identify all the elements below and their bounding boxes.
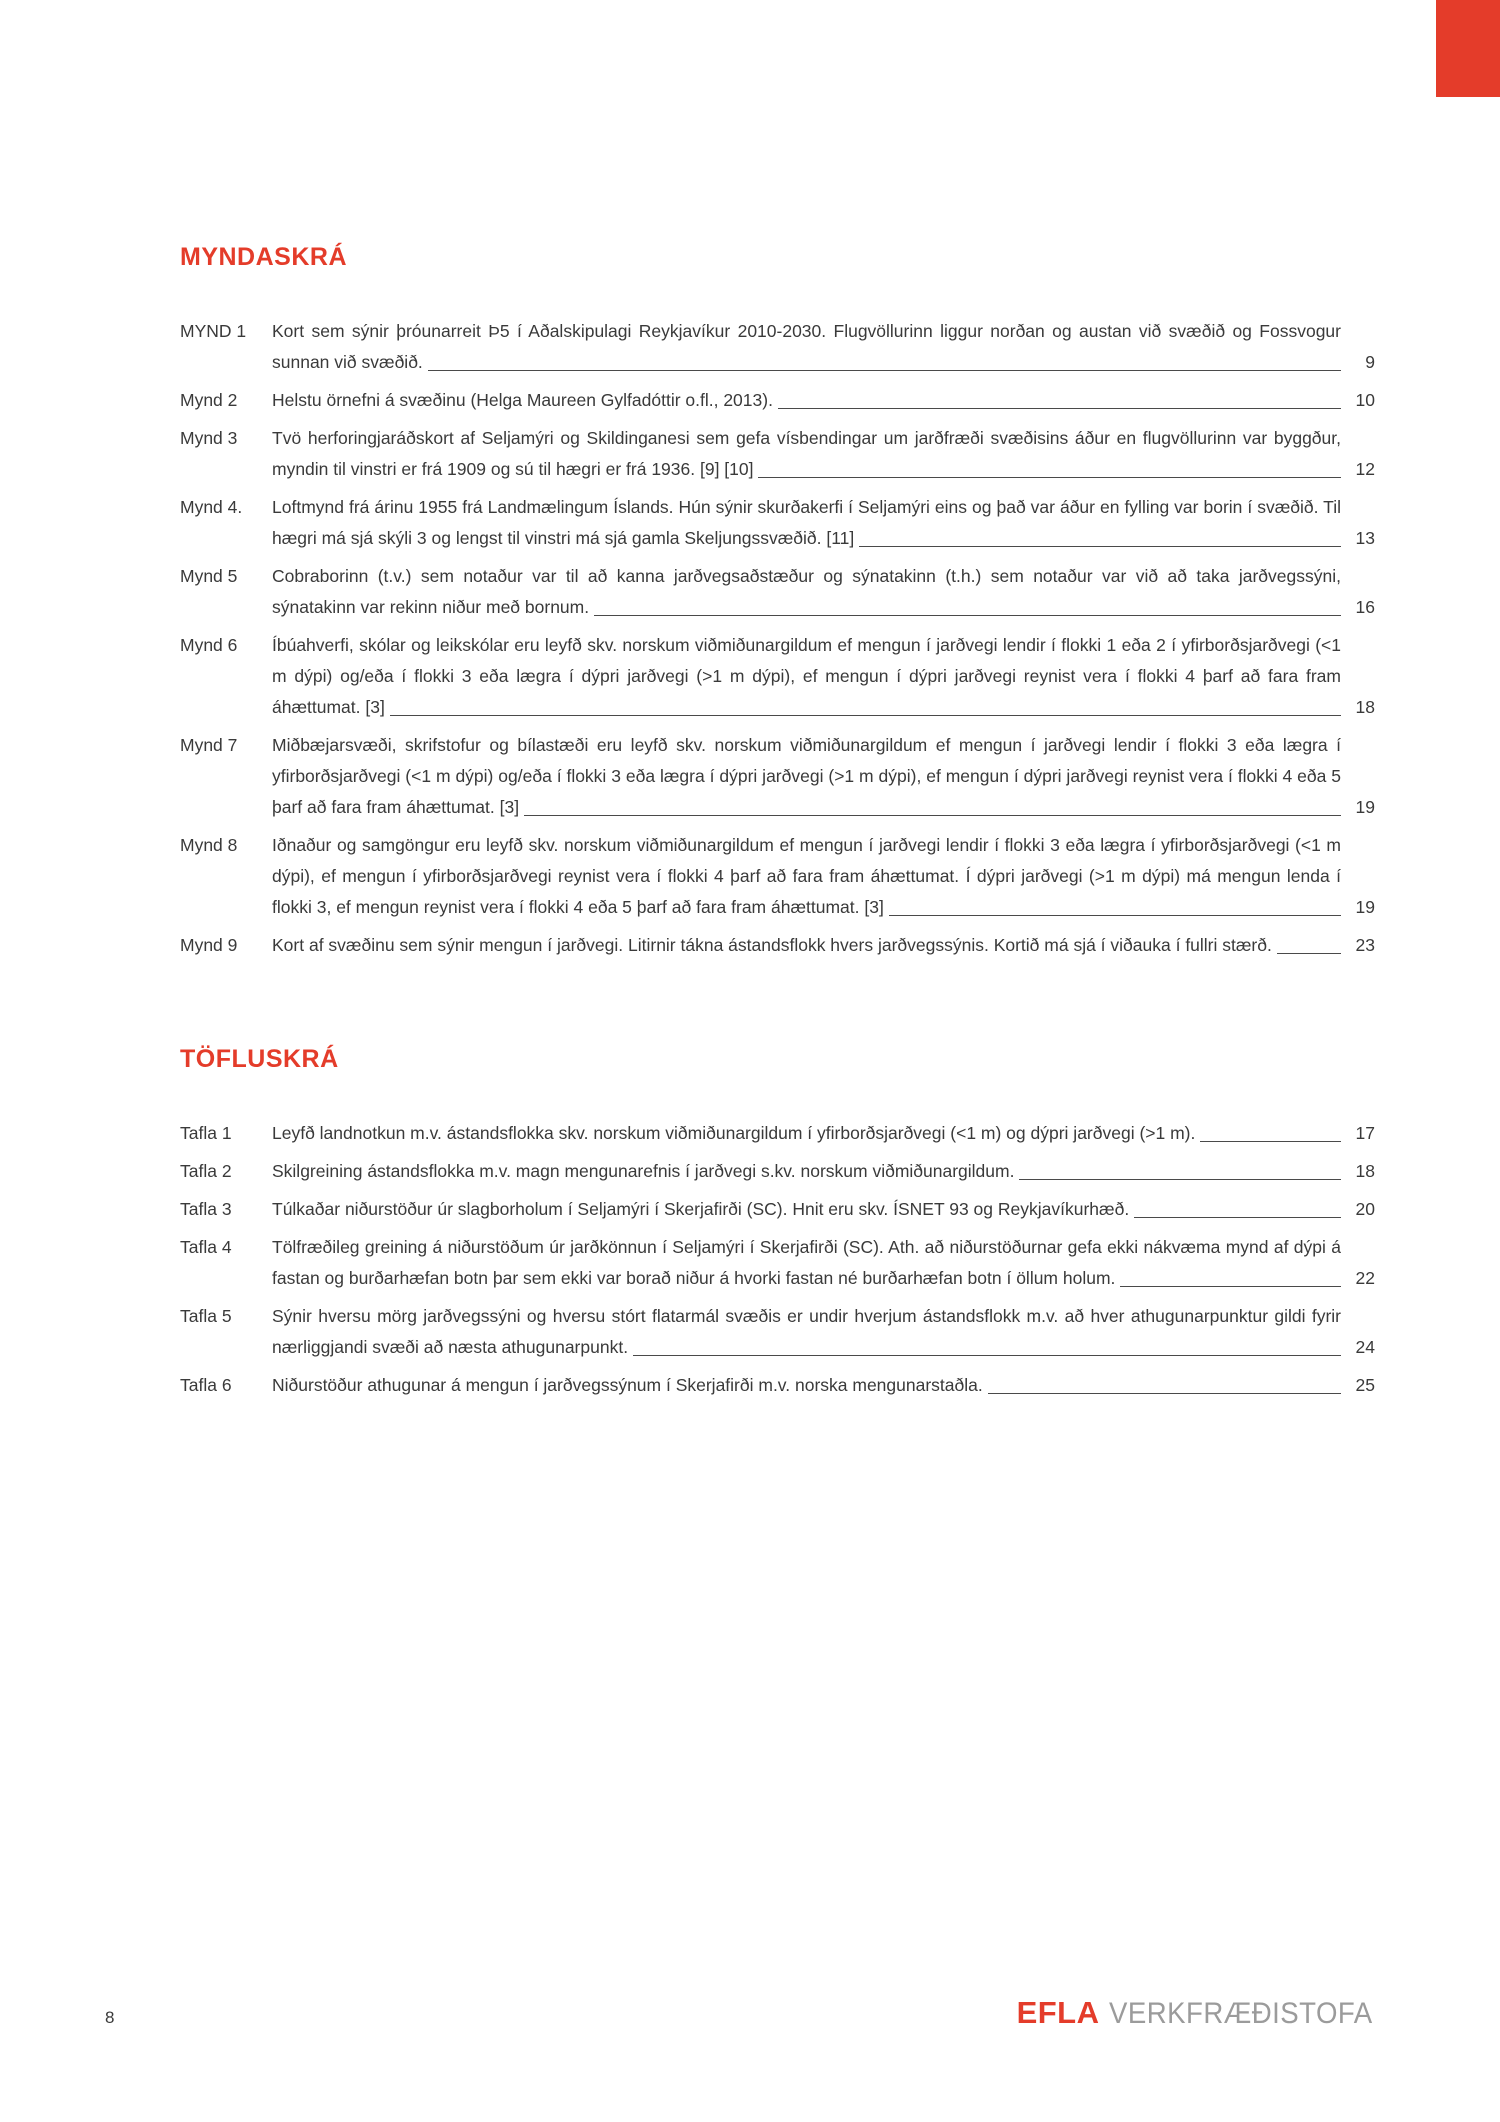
toc-leader-line (594, 612, 1341, 616)
toc-entry-page-number: 12 (1355, 459, 1375, 479)
toc-entry-textwrap (272, 1301, 1341, 1363)
toc-entry-text: Kort sem sýnir þróunarreit Þ5 í Aðalskipulagi Reykjavíkur 2010-2030. Flugvöllurinn liggur norðan og austan við svæðið og Fossvogur sunnan við svæðið. (272, 321, 1341, 372)
toc-entry-body (272, 830, 1375, 923)
toc-entry-page-number: 25 (1355, 1375, 1375, 1395)
efla-logo-wordmark: EFLA (1016, 1995, 1100, 2030)
figures-list (180, 316, 1375, 961)
toc-entry-label: Mynd 7 (180, 735, 238, 755)
toc-entry-textwrap (272, 830, 1341, 923)
list-of-figures-section (180, 243, 1375, 961)
toc-entry (180, 316, 1375, 378)
tables-section-title: TÖFLUSKRÁ (180, 1045, 339, 1073)
toc-entry-label: Tafla 1 (180, 1123, 232, 1143)
toc-entry-textwrap (272, 1156, 1341, 1187)
toc-entry-label: Mynd 9 (180, 935, 238, 955)
toc-entry-body (272, 492, 1375, 554)
efla-logo-suffix: VERKFRÆÐISTOFA (1108, 1997, 1373, 2030)
toc-leader-line (390, 712, 1341, 716)
toc-entry (180, 1194, 1375, 1225)
toc-entry-textwrap (272, 1370, 1341, 1401)
toc-entry-page-number: 17 (1355, 1123, 1375, 1143)
toc-entry-label: Mynd 2 (180, 390, 238, 410)
page-content (180, 0, 1375, 1408)
toc-entry-text: Niðurstöður athugunar á mengun í jarðvegssýnum í Skerjafirði m.v. norska mengunarstaðla. (272, 1375, 983, 1395)
toc-entry-page-number: 13 (1355, 528, 1375, 548)
toc-entry-textwrap (272, 930, 1341, 961)
toc-entry-body (272, 930, 1375, 961)
toc-leader-line (1200, 1138, 1341, 1142)
toc-entry-textwrap (272, 730, 1341, 823)
toc-entry-body (272, 1370, 1375, 1401)
toc-entry (180, 561, 1375, 623)
toc-leader-line (988, 1390, 1341, 1394)
toc-entry-text: Loftmynd frá árinu 1955 frá Landmælingum Íslands. Hún sýnir skurðakerfi í Seljamýri eins og það var áður en fylling var borin í svæðið. Til hægri má sjá skýli 3 og lengst til vinstri má sjá gamla Skeljungssvæðið. [11] (272, 497, 1341, 548)
toc-entry-text: Leyfð landnotkun m.v. ástandsflokka skv. norskum viðmiðunargildum í yfirborðsjarðvegi (<1 m) og dýpri jarðvegi (>1 m). (272, 1123, 1196, 1143)
toc-entry (180, 1301, 1375, 1363)
toc-entry-body (272, 1194, 1375, 1225)
list-of-tables-section (180, 1045, 1375, 1401)
toc-leader-line (889, 912, 1341, 916)
toc-entry-label: Mynd 8 (180, 835, 238, 855)
toc-entry-body (272, 561, 1375, 623)
toc-entry-text: Helstu örnefni á svæðinu (Helga Maureen Gylfadóttir o.fl., 2013). (272, 390, 773, 410)
toc-entry-page-number: 18 (1355, 697, 1375, 717)
toc-entry (180, 630, 1375, 723)
toc-entry (180, 830, 1375, 923)
toc-entry-textwrap (272, 492, 1341, 554)
toc-entry-text: Sýnir hversu mörg jarðvegssýni og hversu stórt flatarmál svæðis er undir hverjum ástandsflokk m.v. að hver athugunarpunktur gildi fyrir nærliggjandi svæði að næsta athugunarpunkt. (272, 1306, 1341, 1357)
toc-entry-label: Mynd 3 (180, 428, 238, 448)
toc-leader-line (859, 543, 1341, 547)
toc-entry-body (272, 1301, 1375, 1363)
toc-entry-label: Tafla 6 (180, 1375, 232, 1395)
toc-leader-line (1134, 1214, 1341, 1218)
toc-entry (180, 492, 1375, 554)
toc-entry-text: Skilgreining ástandsflokka m.v. magn mengunarefnis í jarðvegi s.kv. norskum viðmiðunargildum. (272, 1161, 1015, 1181)
toc-entry-page-number: 10 (1355, 390, 1375, 410)
toc-entry-text: Tvö herforingjaráðskort af Seljamýri og Skildinganesi sem gefa vísbendingar um jarðfræði svæðisins áður en flugvöllurinn var byggður, myndin til vinstri er frá 1909 og sú til hægri er frá 1936. [9] [10] (272, 428, 1341, 479)
toc-entry (180, 1118, 1375, 1149)
toc-entry-page-number: 20 (1355, 1199, 1375, 1219)
toc-entry-text: Cobraborinn (t.v.) sem notaður var til að kanna jarðvegsaðstæður og sýnatakinn (t.h.) sem notaður var við að taka jarðvegssýni, sýnatakinn var rekinn niður með bornum. (272, 566, 1341, 617)
efla-logo (1017, 1995, 1395, 2031)
toc-leader-line (428, 367, 1341, 371)
toc-entry-textwrap (272, 561, 1341, 623)
toc-entry-page-number: 19 (1355, 797, 1375, 817)
toc-entry-label: Mynd 5 (180, 566, 238, 586)
toc-entry (180, 1370, 1375, 1401)
page-number: 8 (105, 2008, 115, 2027)
toc-entry-textwrap (272, 1232, 1341, 1294)
toc-entry-label: Tafla 4 (180, 1237, 232, 1257)
toc-entry-textwrap (272, 316, 1341, 378)
toc-entry-page-number: 16 (1355, 597, 1375, 617)
toc-entry (180, 423, 1375, 485)
toc-entry-label: Mynd 6 (180, 635, 238, 655)
toc-entry-page-number: 23 (1355, 935, 1375, 955)
toc-entry-page-number: 9 (1365, 352, 1375, 372)
toc-entry (180, 930, 1375, 961)
brand-corner-block (1436, 0, 1500, 97)
toc-entry (180, 1156, 1375, 1187)
toc-entry-body (272, 1118, 1375, 1149)
toc-entry-label: Tafla 5 (180, 1306, 232, 1326)
figures-section-title: MYNDASKRÁ (180, 243, 347, 271)
toc-entry-textwrap (272, 1194, 1341, 1225)
toc-entry-label: MYND 1 (180, 321, 247, 341)
toc-entry-body (272, 630, 1375, 723)
toc-entry-text: Íbúahverfi, skólar og leikskólar eru leyfð skv. norskum viðmiðunargildum ef mengun í jarðvegi lendir í flokki 1 eða 2 í yfirborðsjarðvegi (<1 m dýpi) og/eða í flokki 3 eða lægra í dýpri jarðvegi (>1 m dýpi), ef mengun í dýpri jarðvegi reynist vera í flokki 4 þarf að fara fram áhættumat. [3] (272, 635, 1341, 717)
toc-entry-label: Mynd 4. (180, 497, 243, 517)
toc-entry-body (272, 423, 1375, 485)
toc-entry-textwrap (272, 630, 1341, 723)
toc-entry-textwrap (272, 423, 1341, 485)
toc-entry-page-number: 24 (1355, 1337, 1375, 1357)
toc-entry-text: Kort af svæðinu sem sýnir mengun í jarðvegi. Litirnir tákna ástandsflokk hvers jarðvegssýnis. Kortið má sjá í viðauka í fullri stærð. (272, 935, 1272, 955)
toc-entry (180, 385, 1375, 416)
toc-entry-body (272, 730, 1375, 823)
toc-entry-page-number: 18 (1355, 1161, 1375, 1181)
toc-entry-body (272, 385, 1375, 416)
toc-leader-line (1120, 1283, 1341, 1287)
toc-entry-text: Miðbæjarsvæði, skrifstofur og bílastæði eru leyfð skv. norskum viðmiðunargildum ef mengun í jarðvegi lendir í flokki 3 eða lægra í yfirborðsjarðvegi (<1 m dýpi) og/eða í flokki 3 eða lægra í dýpri jarðvegi (>1 m dýpi), ef mengun í dýpri jarðvegi reynist vera í flokki 4 eða 5 þarf að fara fram áhættumat. [3] (272, 735, 1341, 817)
toc-entry (180, 730, 1375, 823)
toc-entry-body (272, 316, 1375, 378)
toc-leader-line (1277, 950, 1341, 954)
toc-entry-page-number: 19 (1355, 897, 1375, 917)
toc-leader-line (758, 474, 1341, 478)
toc-entry-label: Tafla 3 (180, 1199, 232, 1219)
toc-leader-line (778, 405, 1341, 409)
toc-entry-textwrap (272, 1118, 1341, 1149)
toc-leader-line (633, 1352, 1341, 1356)
toc-leader-line (524, 812, 1341, 816)
toc-entry-body (272, 1232, 1375, 1294)
page-footer (105, 1995, 1395, 2031)
toc-entry (180, 1232, 1375, 1294)
toc-entry-body (272, 1156, 1375, 1187)
tables-list (180, 1118, 1375, 1401)
toc-entry-label: Tafla 2 (180, 1161, 232, 1181)
toc-entry-page-number: 22 (1355, 1268, 1375, 1288)
toc-leader-line (1019, 1176, 1341, 1180)
toc-entry-textwrap (272, 385, 1341, 416)
toc-entry-text: Túlkaðar niðurstöður úr slagborholum í Seljamýri í Skerjafirði (SC). Hnit eru skv. ÍSNET 93 og Reykjavíkurhæð. (272, 1199, 1130, 1219)
toc-entry-text: Tölfræðileg greining á niðurstöðum úr jarðkönnun í Seljamýri í Skerjafirði (SC). Ath. að niðurstöðurnar gefa ekki nákvæma mynd af dýpi á fastan og burðarhæfan botn þar sem ekki var borað niður á hvorki fastan né burðarhæfan botn í öllum holum. (272, 1237, 1341, 1288)
toc-entry-text: Iðnaður og samgöngur eru leyfð skv. norskum viðmiðunargildum ef mengun í jarðvegi lendir í flokki 3 eða lægra í yfirborðsjarðvegi (<1 m dýpi), ef mengun í yfirborðsjarðvegi reynist vera í flokki 4 þarf að fara fram áhættumat. Í dýpri jarðvegi (>1 m dýpi) má mengun lenda í flokki 3, ef mengun reynist vera í flokki 4 eða 5 þarf að fara fram áhættumat. [3] (272, 835, 1341, 917)
